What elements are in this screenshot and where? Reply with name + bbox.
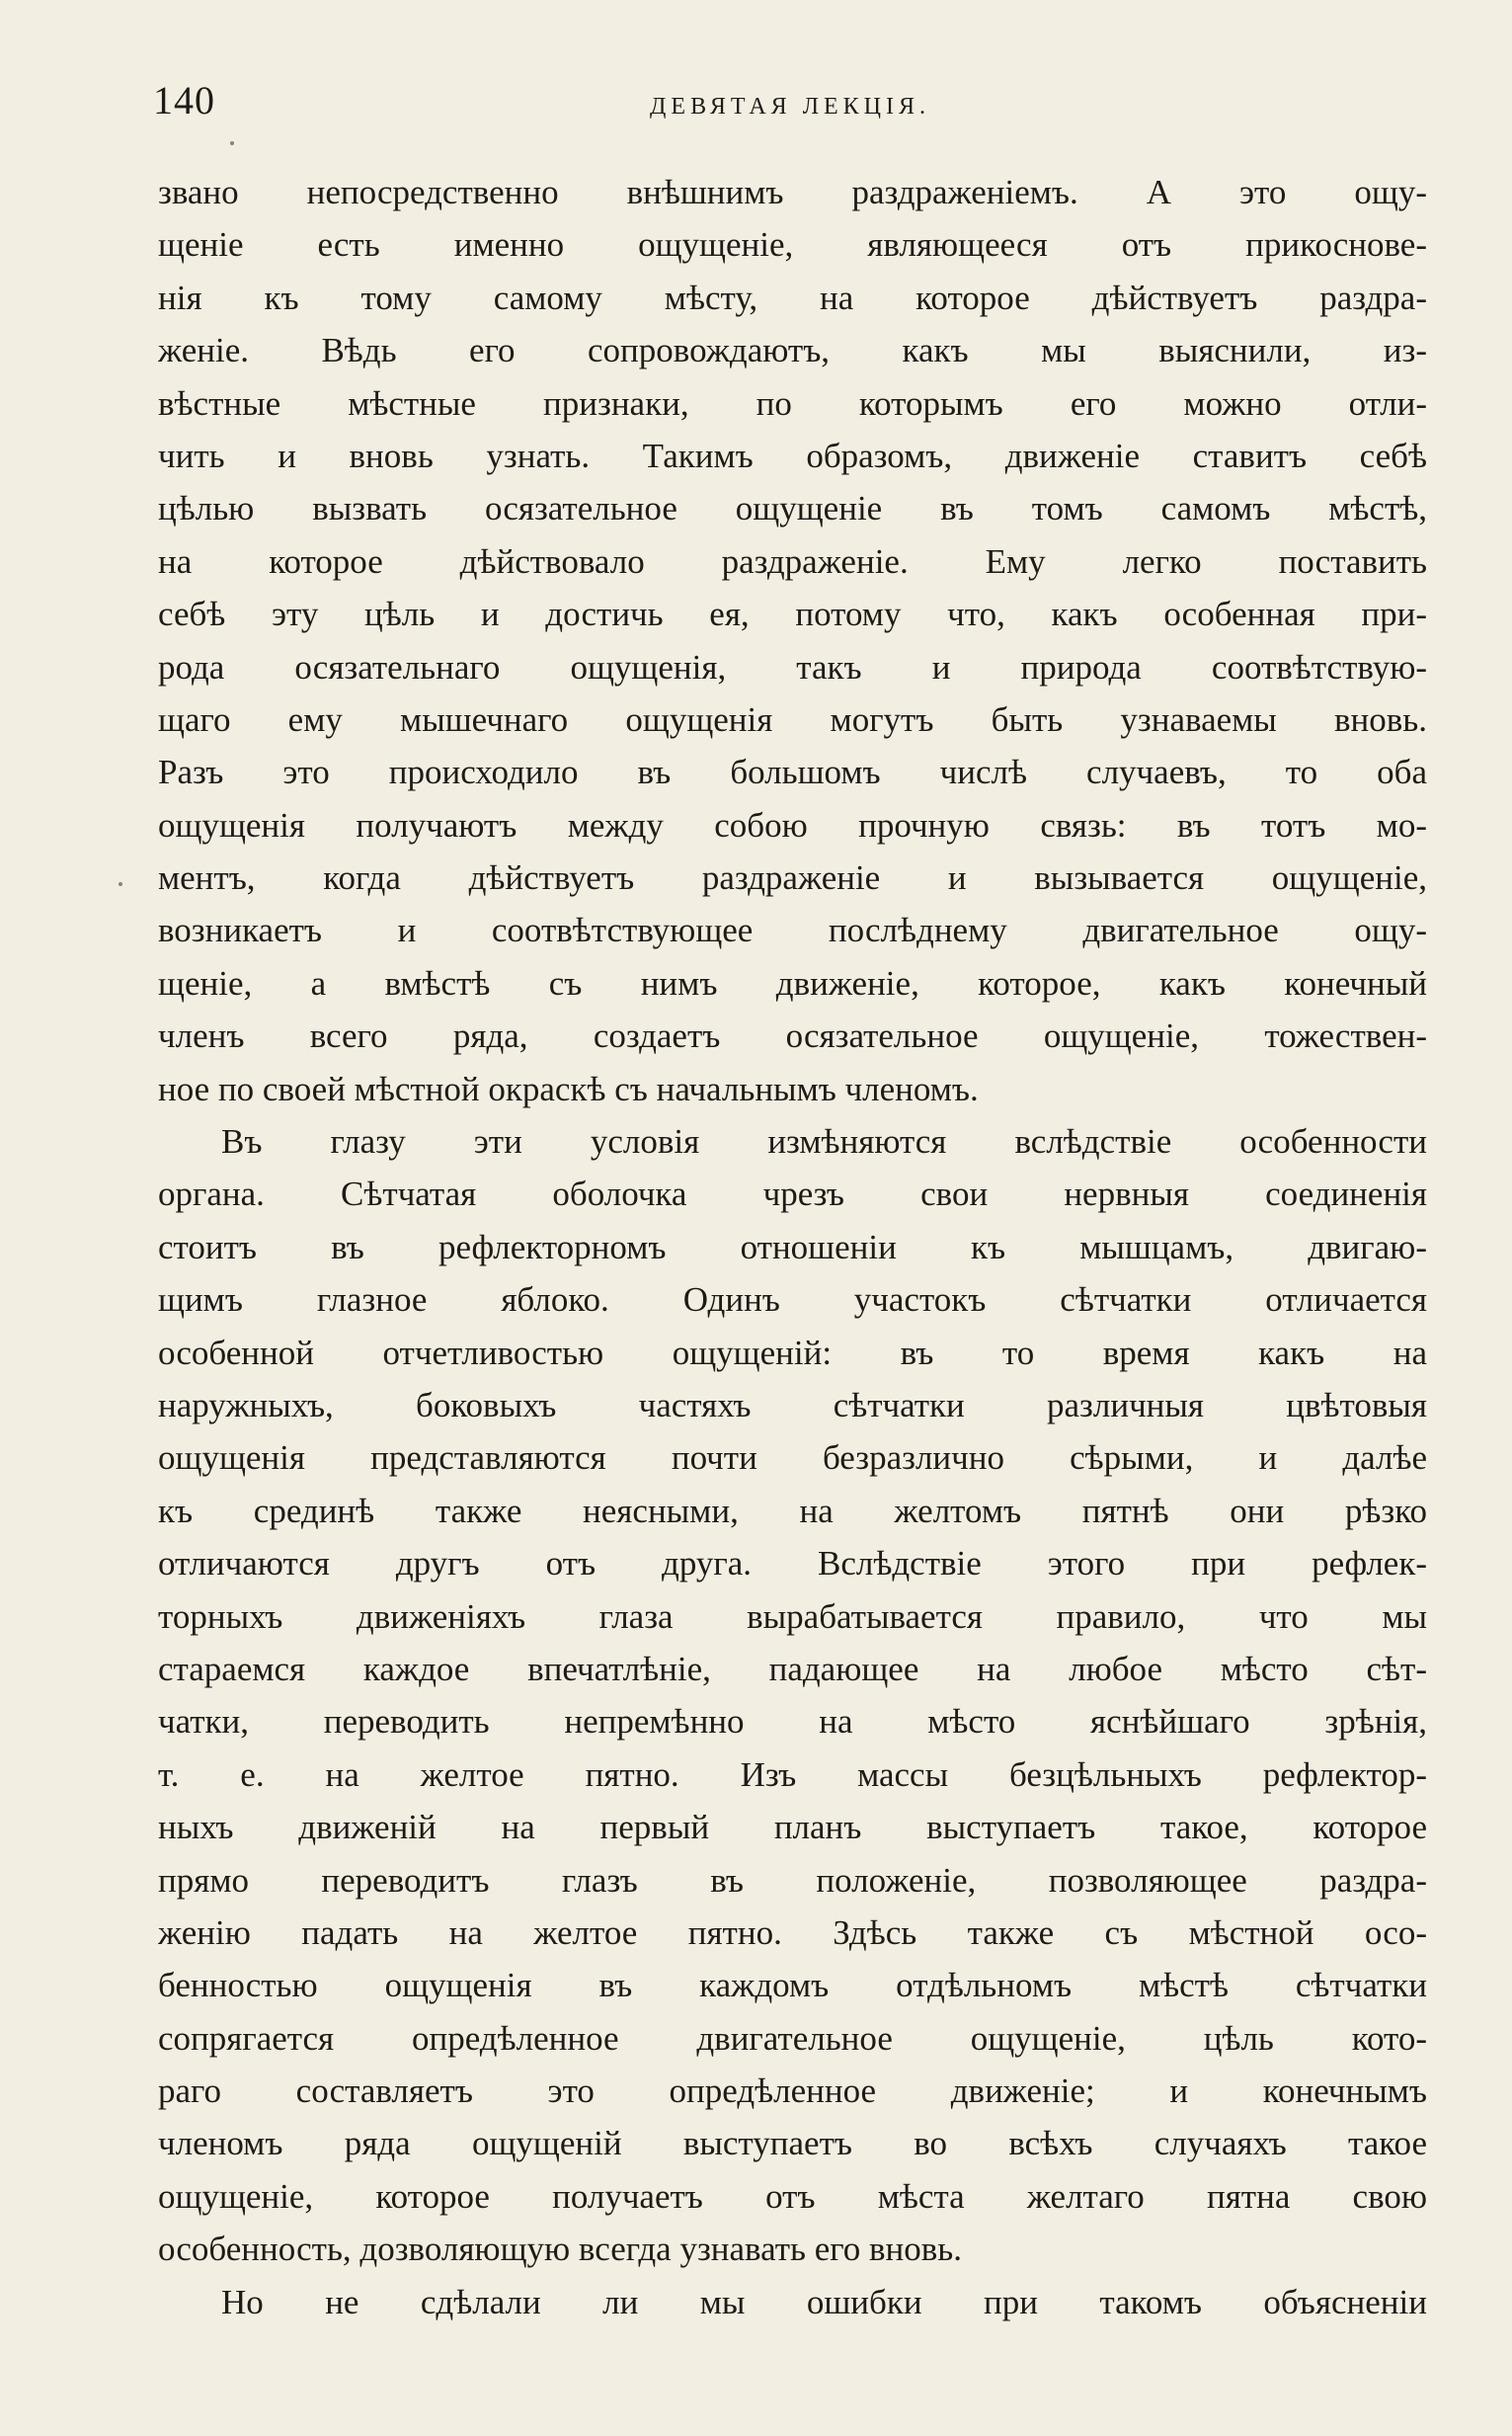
text-line: звано непосредственно внѣшнимъ раздраженіемъ. А это ощу- <box>158 173 1427 211</box>
text-line: щаго ему мышечнаго ощущенія могутъ быть узнаваемы вновь. <box>158 699 1427 739</box>
text-line: на которое дѣйствовало раздраженіе. Ему легко поставить <box>158 541 1427 581</box>
body-text <box>158 166 1427 2328</box>
text-line: нія къ тому самому мѣсту, на которое дѣйствуетъ раздра- <box>158 278 1427 317</box>
text-line: къ срединѣ также неясными, на желтомъ пятнѣ они рѣзко <box>158 1491 1427 1530</box>
text-line: женіе. Вѣдь его сопровождаютъ, какъ мы выяснили, из- <box>158 331 1427 370</box>
text-line: особенной отчетливостью ощущеній: въ то время какъ на <box>158 1333 1427 1372</box>
text-line: членъ всего ряда, создаетъ осязательное ощущеніе, тожествен- <box>158 1016 1427 1056</box>
text-line: ментъ, когда дѣйствуетъ раздраженіе и вызывается ощущеніе, <box>158 858 1427 898</box>
text-line: Въ глазу эти условія измѣняются вслѣдствіе особенности <box>221 1122 1427 1162</box>
text-line: цѣлью вызвать осязательное ощущеніе въ томъ самомъ мѣстѣ, <box>158 489 1427 528</box>
text-line: щеніе, а вмѣстѣ съ нимъ движеніе, которое, какъ конечный <box>158 963 1427 1003</box>
page-header <box>153 71 1427 130</box>
text-line: сопрягается опредѣленное двигательное ощущеніе, цѣль кото- <box>158 2018 1427 2058</box>
text-line: вѣстные мѣстные признаки, по которымъ его можно отли- <box>158 383 1427 423</box>
page-number: 140 <box>153 78 215 122</box>
text-line: прямо переводитъ глазъ въ положеніе, позволяющее раздра- <box>158 1860 1427 1900</box>
text-line: ощущенія получаютъ между собою прочную связь: въ тотъ мо- <box>158 805 1427 845</box>
text-line: ныхъ движеній на первый планъ выступаетъ такое, которое <box>158 1808 1427 1847</box>
text-line: т. е. на желтое пятно. Изъ массы безцѣльныхъ рефлектор- <box>158 1754 1427 1794</box>
running-title: ДЕВЯТАЯ ЛЕКЦІЯ. <box>650 94 930 120</box>
text-line: ощущенія представляются почти безразлично сѣрыми, и далѣе <box>158 1438 1427 1478</box>
text-line: щеніе есть именно ощущеніе, являющееся отъ прикоснове- <box>158 225 1427 265</box>
text-line: чатки, переводить непремѣнно на мѣсто яснѣйшаго зрѣнія, <box>158 1702 1427 1742</box>
text-line: ное по своей мѣстной окраскѣ съ начальнымъ членомъ. <box>158 1069 979 1108</box>
text-line: торныхъ движеніяхъ глаза вырабатывается правило, что мы <box>158 1596 1427 1636</box>
paragraph-3 <box>158 2276 1427 2328</box>
text-line: возникаетъ и соотвѣтствующее послѣднему двигательное ощу- <box>158 911 1427 950</box>
text-line: особенность, дозволяющую всегда узнавать его вновь. <box>158 2230 963 2269</box>
text-line: ощущеніе, которое получаетъ отъ мѣста желтаго пятна свою <box>158 2176 1427 2216</box>
text-line: отличаются другъ отъ друга. Вслѣдствіе этого при рефлек- <box>158 1544 1427 1583</box>
text-line: щимъ глазное яблоко. Одинъ участокъ сѣтчатки отличается <box>158 1280 1427 1320</box>
paragraph-1 <box>158 166 1427 1115</box>
text-line: наружныхъ, боковыхъ частяхъ сѣтчатки различныя цвѣтовыя <box>158 1385 1427 1424</box>
text-line: Разъ это происходило въ большомъ числѣ случаевъ, то оба <box>158 753 1427 792</box>
print-speck <box>119 882 122 886</box>
text-line: чить и вновь узнать. Такимъ образомъ, движеніе ставитъ себѣ <box>158 436 1427 475</box>
text-line: бенностью ощущенія въ каждомъ отдѣльномъ мѣстѣ сѣтчатки <box>158 1966 1427 2005</box>
text-line: членомъ ряда ощущеній выступаетъ во всѣхъ случаяхъ такое <box>158 2124 1427 2163</box>
text-line: рода осязательнаго ощущенія, такъ и природа соотвѣтствую- <box>158 647 1427 687</box>
text-line: раго составляетъ это опредѣленное движеніе; и конечнымъ <box>158 2071 1427 2111</box>
text-line: женію падать на желтое пятно. Здѣсь также съ мѣстной осо- <box>158 1912 1427 1952</box>
text-line: Но не сдѣлали ли мы ошибки при такомъ объясненіи <box>221 2282 1427 2321</box>
text-line: стараемся каждое впечатлѣніе, падающее на любое мѣсто сѣт- <box>158 1649 1427 1688</box>
print-speck <box>230 141 234 145</box>
text-line: органа. Сѣтчатая оболочка чрезъ свои нервныя соединенія <box>158 1175 1427 1214</box>
text-line: себѣ эту цѣль и достичь ея, потому что, какъ особенная при- <box>158 595 1427 634</box>
paragraph-2 <box>158 1115 1427 2276</box>
text-line: стоитъ въ рефлекторномъ отношеніи къ мышцамъ, двигаю- <box>158 1227 1427 1266</box>
